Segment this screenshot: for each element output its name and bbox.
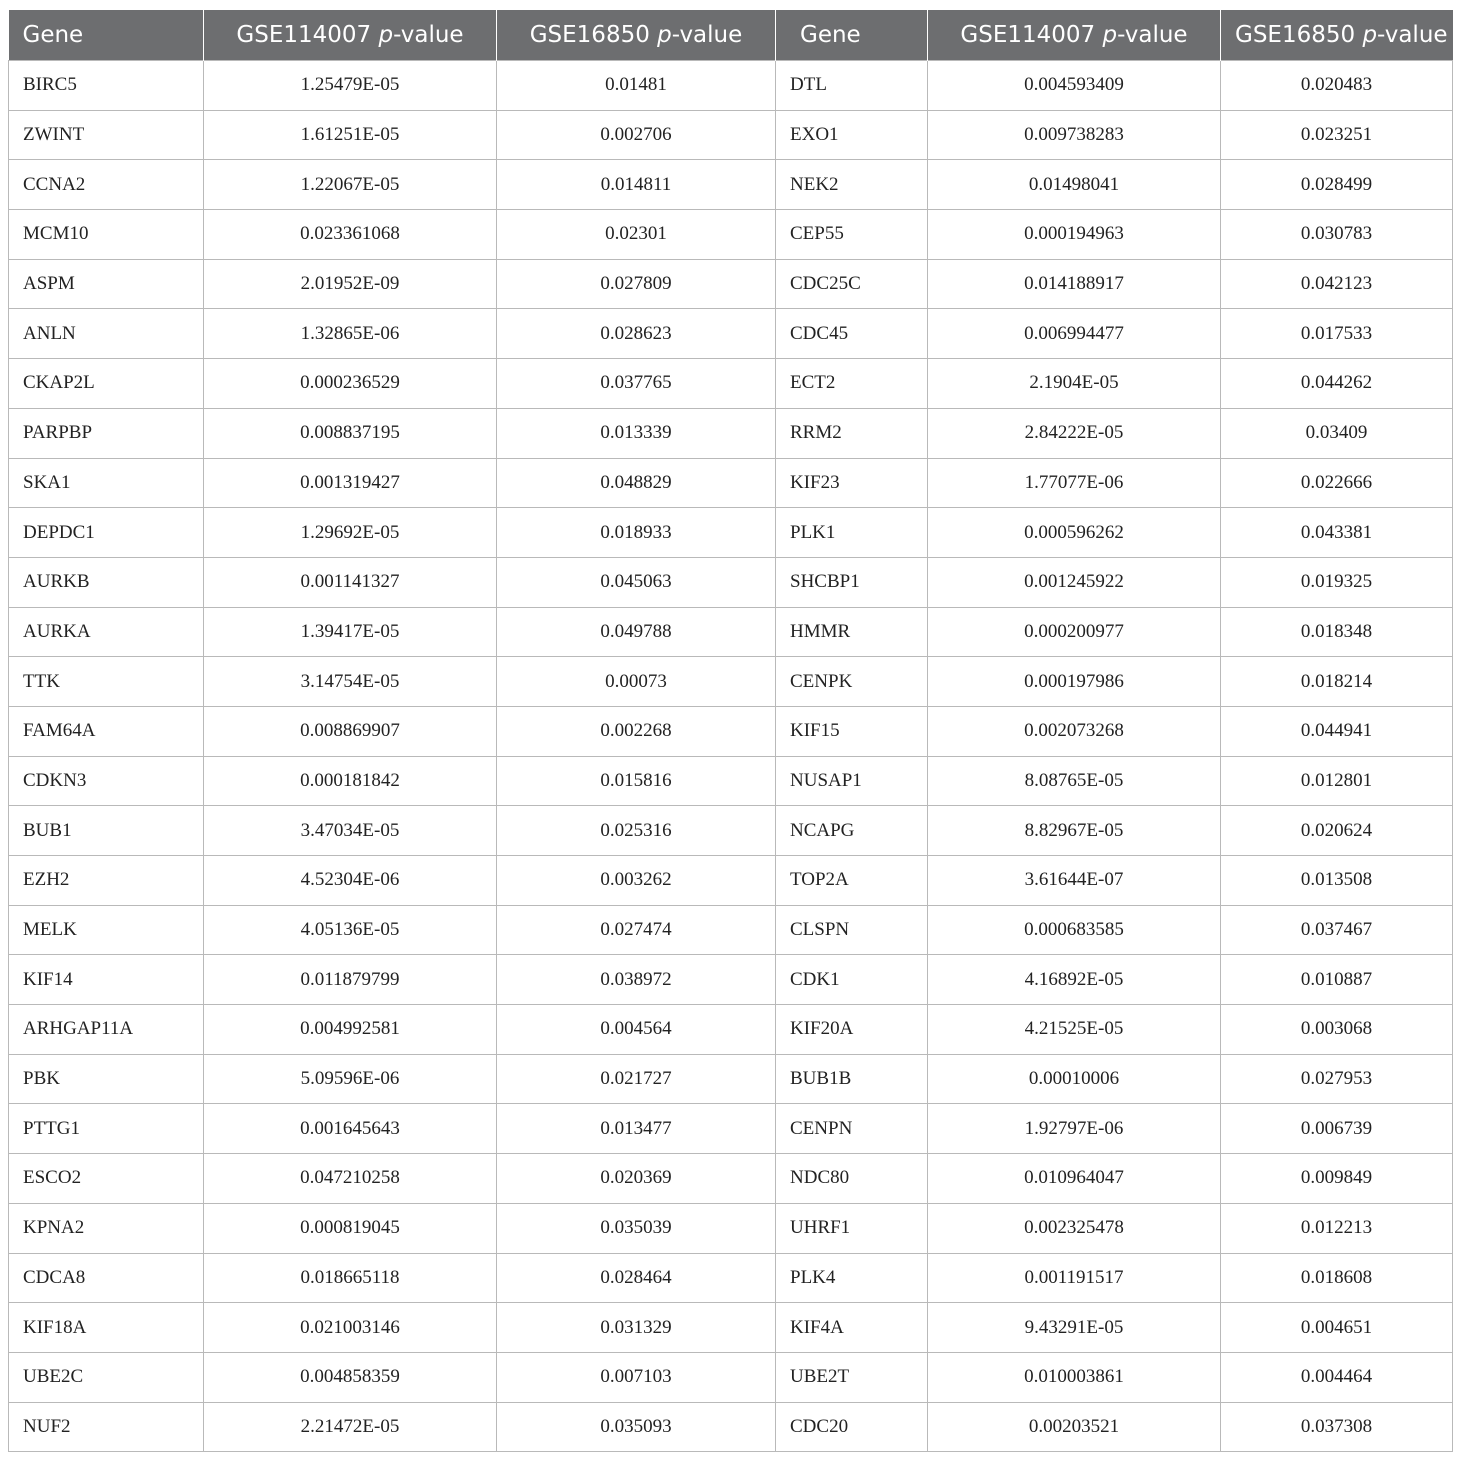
gse16850-right-cell: 0.037467: [1221, 905, 1453, 955]
table-row: [9, 806, 1453, 856]
gse16850-right-cell: 0.013508: [1221, 856, 1453, 906]
gse16850-right-cell: 0.006739: [1221, 1104, 1453, 1154]
gse114007-right-cell: 0.002325478: [928, 1203, 1221, 1253]
gene-right-cell: PLK4: [776, 1253, 928, 1303]
gene-left-cell: TTK: [9, 657, 204, 707]
gene-right-cell: PLK1: [776, 508, 928, 558]
gse114007-right-cell: 0.009738283: [928, 110, 1221, 160]
gse16850-left-cell: 0.018933: [497, 508, 776, 558]
gse16850-right-cell: 0.037308: [1221, 1402, 1453, 1452]
table-row: [9, 706, 1453, 756]
gse114007-right-cell: 0.004593409: [928, 61, 1221, 111]
gene-left-cell: KIF18A: [9, 1303, 204, 1353]
gse16850-left-cell: 0.037765: [497, 359, 776, 409]
gene-right-cell: CENPN: [776, 1104, 928, 1154]
gene-left-cell: BUB1: [9, 806, 204, 856]
gene-pvalue-table: [8, 10, 1453, 1452]
gene-right-cell: NUSAP1: [776, 756, 928, 806]
gene-left-cell: DEPDC1: [9, 508, 204, 558]
gene-left-cell: AURKB: [9, 557, 204, 607]
gene-left-cell: BIRC5: [9, 61, 204, 111]
table-row: [9, 160, 1453, 210]
gse16850-right-cell: 0.022666: [1221, 458, 1453, 508]
table-row: [9, 1154, 1453, 1204]
gse16850-left-cell: 0.038972: [497, 955, 776, 1005]
gse114007-right-cell: 0.002073268: [928, 706, 1221, 756]
gse114007-left-cell: 0.001645643: [204, 1104, 497, 1154]
gse16850-left-cell: 0.01481: [497, 61, 776, 111]
gse16850-right-cell: 0.027953: [1221, 1054, 1453, 1104]
gse16850-left-cell: 0.021727: [497, 1054, 776, 1104]
gene-left-cell: UBE2C: [9, 1352, 204, 1402]
table-row: [9, 1005, 1453, 1055]
gse16850-left-cell: 0.028464: [497, 1253, 776, 1303]
table-row: [9, 61, 1453, 111]
gene-left-cell: FAM64A: [9, 706, 204, 756]
gse16850-left-cell: 0.003262: [497, 856, 776, 906]
header-gse114007-right: GSE114007 p-value: [928, 10, 1221, 61]
gse114007-right-cell: 0.000596262: [928, 508, 1221, 558]
gene-left-cell: NUF2: [9, 1402, 204, 1452]
gene-right-cell: DTL: [776, 61, 928, 111]
gene-left-cell: CDCA8: [9, 1253, 204, 1303]
gse16850-left-cell: 0.027809: [497, 259, 776, 309]
gene-left-cell: ASPM: [9, 259, 204, 309]
gse16850-left-cell: 0.02301: [497, 210, 776, 260]
gse16850-left-cell: 0.00073: [497, 657, 776, 707]
gene-right-cell: CEP55: [776, 210, 928, 260]
gse114007-left-cell: 0.004858359: [204, 1352, 497, 1402]
gene-right-cell: UHRF1: [776, 1203, 928, 1253]
gene-left-cell: PTTG1: [9, 1104, 204, 1154]
table-row: [9, 955, 1453, 1005]
gse16850-left-cell: 0.031329: [497, 1303, 776, 1353]
gse16850-right-cell: 0.03409: [1221, 408, 1453, 458]
table-row: [9, 1402, 1453, 1452]
gene-left-cell: EZH2: [9, 856, 204, 906]
gse114007-right-cell: 0.006994477: [928, 309, 1221, 359]
gse114007-right-cell: 1.92797E-06: [928, 1104, 1221, 1154]
gse16850-right-cell: 0.012801: [1221, 756, 1453, 806]
gene-right-cell: CDK1: [776, 955, 928, 1005]
table-row: [9, 1203, 1453, 1253]
gene-left-cell: CDKN3: [9, 756, 204, 806]
gse16850-right-cell: 0.009849: [1221, 1154, 1453, 1204]
gse114007-right-cell: 0.000200977: [928, 607, 1221, 657]
gene-left-cell: CKAP2L: [9, 359, 204, 409]
gene-right-cell: NDC80: [776, 1154, 928, 1204]
gse114007-right-cell: 4.21525E-05: [928, 1005, 1221, 1055]
gse16850-left-cell: 0.028623: [497, 309, 776, 359]
gse16850-right-cell: 0.043381: [1221, 508, 1453, 558]
gse16850-right-cell: 0.012213: [1221, 1203, 1453, 1253]
gse16850-left-cell: 0.049788: [497, 607, 776, 657]
gse114007-right-cell: 0.000197986: [928, 657, 1221, 707]
gse114007-right-cell: 9.43291E-05: [928, 1303, 1221, 1353]
table-row: [9, 259, 1453, 309]
gse114007-right-cell: 0.01498041: [928, 160, 1221, 210]
gse16850-right-cell: 0.017533: [1221, 309, 1453, 359]
gse16850-left-cell: 0.045063: [497, 557, 776, 607]
gse114007-left-cell: 1.61251E-05: [204, 110, 497, 160]
gene-left-cell: SKA1: [9, 458, 204, 508]
gse16850-right-cell: 0.044262: [1221, 359, 1453, 409]
gene-right-cell: BUB1B: [776, 1054, 928, 1104]
table-row: [9, 508, 1453, 558]
gene-left-cell: PARPBP: [9, 408, 204, 458]
gse114007-right-cell: 0.001245922: [928, 557, 1221, 607]
gse114007-right-cell: 0.000194963: [928, 210, 1221, 260]
gene-right-cell: CENPK: [776, 657, 928, 707]
gse16850-right-cell: 0.030783: [1221, 210, 1453, 260]
gse114007-left-cell: 0.001141327: [204, 557, 497, 607]
gene-right-cell: CDC25C: [776, 259, 928, 309]
gse114007-left-cell: 0.001319427: [204, 458, 497, 508]
gene-right-cell: ECT2: [776, 359, 928, 409]
gse16850-left-cell: 0.035093: [497, 1402, 776, 1452]
gse16850-left-cell: 0.020369: [497, 1154, 776, 1204]
gene-right-cell: KIF15: [776, 706, 928, 756]
gse16850-right-cell: 0.020483: [1221, 61, 1453, 111]
gene-right-cell: SHCBP1: [776, 557, 928, 607]
gse16850-left-cell: 0.004564: [497, 1005, 776, 1055]
table-row: [9, 408, 1453, 458]
gse16850-right-cell: 0.018348: [1221, 607, 1453, 657]
gse16850-left-cell: 0.002706: [497, 110, 776, 160]
gse16850-left-cell: 0.013339: [497, 408, 776, 458]
table-row: [9, 1352, 1453, 1402]
gse114007-left-cell: 4.52304E-06: [204, 856, 497, 906]
gse16850-left-cell: 0.027474: [497, 905, 776, 955]
gene-left-cell: KPNA2: [9, 1203, 204, 1253]
gse114007-left-cell: 1.39417E-05: [204, 607, 497, 657]
table-row: [9, 1054, 1453, 1104]
table-row: [9, 458, 1453, 508]
table-row: [9, 557, 1453, 607]
gse114007-right-cell: 0.001191517: [928, 1253, 1221, 1303]
gse114007-right-cell: 8.08765E-05: [928, 756, 1221, 806]
gene-right-cell: RRM2: [776, 408, 928, 458]
gse114007-left-cell: 0.000819045: [204, 1203, 497, 1253]
table-row: [9, 1104, 1453, 1154]
gse114007-right-cell: 0.00203521: [928, 1402, 1221, 1452]
gse16850-left-cell: 0.002268: [497, 706, 776, 756]
gse114007-right-cell: 0.014188917: [928, 259, 1221, 309]
table-row: [9, 905, 1453, 955]
table-row: [9, 210, 1453, 260]
header-gse16850-right: GSE16850 p-value: [1221, 10, 1453, 61]
gse114007-right-cell: 0.010003861: [928, 1352, 1221, 1402]
gse16850-right-cell: 0.023251: [1221, 110, 1453, 160]
gene-right-cell: CDC20: [776, 1402, 928, 1452]
gene-right-cell: UBE2T: [776, 1352, 928, 1402]
gene-right-cell: KIF23: [776, 458, 928, 508]
table-row: [9, 657, 1453, 707]
gse16850-left-cell: 0.014811: [497, 160, 776, 210]
gene-right-cell: NCAPG: [776, 806, 928, 856]
gse114007-right-cell: 1.77077E-06: [928, 458, 1221, 508]
gene-right-cell: TOP2A: [776, 856, 928, 906]
gene-right-cell: NEK2: [776, 160, 928, 210]
gse114007-left-cell: 0.047210258: [204, 1154, 497, 1204]
table-header: [9, 10, 1453, 61]
gene-left-cell: ZWINT: [9, 110, 204, 160]
gse114007-right-cell: 2.84222E-05: [928, 408, 1221, 458]
gene-right-cell: KIF20A: [776, 1005, 928, 1055]
gse16850-left-cell: 0.035039: [497, 1203, 776, 1253]
gse16850-right-cell: 0.044941: [1221, 706, 1453, 756]
table-row: [9, 110, 1453, 160]
gene-left-cell: AURKA: [9, 607, 204, 657]
header-gene-left: Gene: [9, 10, 204, 61]
gse114007-right-cell: 0.010964047: [928, 1154, 1221, 1204]
gse114007-right-cell: 3.61644E-07: [928, 856, 1221, 906]
gene-right-cell: CLSPN: [776, 905, 928, 955]
gse114007-left-cell: 0.000181842: [204, 756, 497, 806]
table-row: [9, 756, 1453, 806]
gse114007-left-cell: 0.021003146: [204, 1303, 497, 1353]
table-row: [9, 309, 1453, 359]
gse16850-left-cell: 0.025316: [497, 806, 776, 856]
table-body: [9, 61, 1453, 1452]
gse16850-right-cell: 0.004651: [1221, 1303, 1453, 1353]
gse114007-left-cell: 1.29692E-05: [204, 508, 497, 558]
gse114007-left-cell: 0.008869907: [204, 706, 497, 756]
gene-pvalue-table-container: [8, 10, 1453, 1452]
gse114007-left-cell: 0.018665118: [204, 1253, 497, 1303]
table-row: [9, 1253, 1453, 1303]
gse16850-right-cell: 0.020624: [1221, 806, 1453, 856]
gse114007-left-cell: 2.01952E-09: [204, 259, 497, 309]
table-row: [9, 607, 1453, 657]
gse16850-right-cell: 0.003068: [1221, 1005, 1453, 1055]
table-row: [9, 359, 1453, 409]
gse114007-right-cell: 0.000683585: [928, 905, 1221, 955]
gene-left-cell: ANLN: [9, 309, 204, 359]
gene-left-cell: KIF14: [9, 955, 204, 1005]
gse114007-left-cell: 4.05136E-05: [204, 905, 497, 955]
gse16850-right-cell: 0.004464: [1221, 1352, 1453, 1402]
gene-right-cell: CDC45: [776, 309, 928, 359]
gene-left-cell: PBK: [9, 1054, 204, 1104]
gse114007-left-cell: 0.008837195: [204, 408, 497, 458]
gene-left-cell: MCM10: [9, 210, 204, 260]
gse114007-left-cell: 3.14754E-05: [204, 657, 497, 707]
gse114007-left-cell: 1.32865E-06: [204, 309, 497, 359]
gene-right-cell: HMMR: [776, 607, 928, 657]
gse16850-right-cell: 0.028499: [1221, 160, 1453, 210]
gene-left-cell: CCNA2: [9, 160, 204, 210]
gse16850-right-cell: 0.010887: [1221, 955, 1453, 1005]
gse16850-left-cell: 0.013477: [497, 1104, 776, 1154]
gse114007-right-cell: 2.1904E-05: [928, 359, 1221, 409]
gse16850-left-cell: 0.015816: [497, 756, 776, 806]
header-gse114007-left: GSE114007 p-value: [204, 10, 497, 61]
gene-left-cell: MELK: [9, 905, 204, 955]
gse16850-right-cell: 0.019325: [1221, 557, 1453, 607]
header-gse16850-left: GSE16850 p-value: [497, 10, 776, 61]
gse114007-right-cell: 4.16892E-05: [928, 955, 1221, 1005]
gene-left-cell: ARHGAP11A: [9, 1005, 204, 1055]
gse114007-left-cell: 0.023361068: [204, 210, 497, 260]
gse114007-right-cell: 0.00010006: [928, 1054, 1221, 1104]
gse114007-left-cell: 1.22067E-05: [204, 160, 497, 210]
gse114007-left-cell: 0.004992581: [204, 1005, 497, 1055]
gene-left-cell: ESCO2: [9, 1154, 204, 1204]
gse114007-left-cell: 2.21472E-05: [204, 1402, 497, 1452]
gse114007-left-cell: 5.09596E-06: [204, 1054, 497, 1104]
gse114007-left-cell: 3.47034E-05: [204, 806, 497, 856]
gse16850-right-cell: 0.018214: [1221, 657, 1453, 707]
gse114007-right-cell: 8.82967E-05: [928, 806, 1221, 856]
gse16850-right-cell: 0.042123: [1221, 259, 1453, 309]
gse16850-left-cell: 0.007103: [497, 1352, 776, 1402]
gene-right-cell: EXO1: [776, 110, 928, 160]
gene-right-cell: KIF4A: [776, 1303, 928, 1353]
gse114007-left-cell: 0.000236529: [204, 359, 497, 409]
header-gene-right: Gene: [776, 10, 928, 61]
table-row: [9, 1303, 1453, 1353]
header-row: [9, 10, 1453, 61]
table-row: [9, 856, 1453, 906]
gse114007-left-cell: 0.011879799: [204, 955, 497, 1005]
gse16850-left-cell: 0.048829: [497, 458, 776, 508]
gse16850-right-cell: 0.018608: [1221, 1253, 1453, 1303]
gse114007-left-cell: 1.25479E-05: [204, 61, 497, 111]
